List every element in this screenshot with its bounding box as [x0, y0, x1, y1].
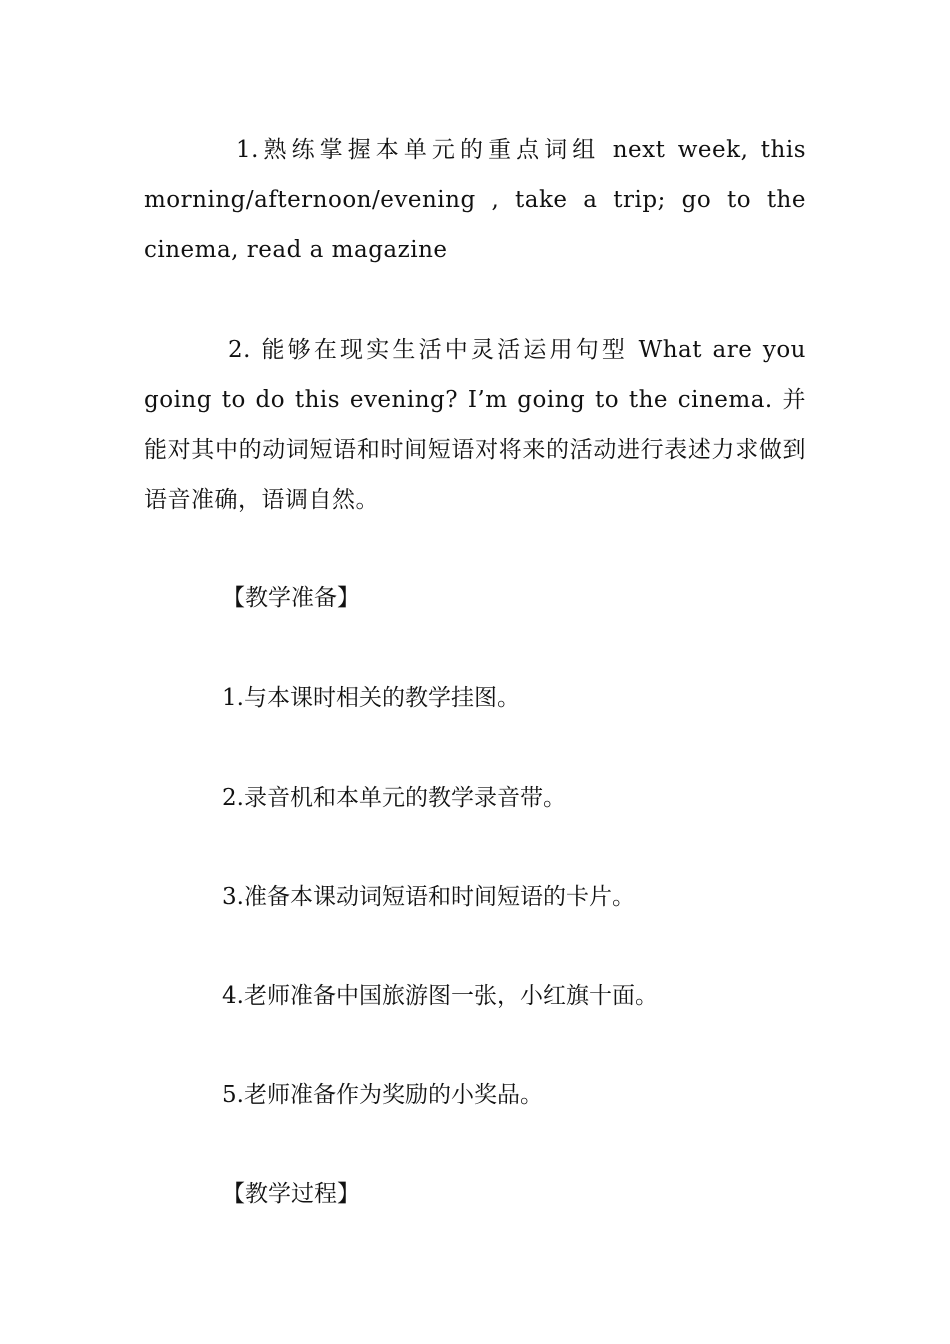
preparation-item-4: 4.老师准备中国旅游图一张，小红旗十面。	[222, 983, 658, 1009]
objective-item-2: 2. 能够在现实生活中灵活运用句型 What are you going to do this evening? I’m going to the cinema. 并能对其中的动词短语和时间短语对将来的活动进行表述力求做到语音准确，语调自然。	[144, 337, 806, 513]
section-heading-process: 【教学过程】	[222, 1181, 360, 1207]
section-heading-preparation: 【教学准备】	[222, 585, 360, 611]
preparation-item-5: 5.老师准备作为奖励的小奖品。	[222, 1082, 543, 1108]
preparation-item-1: 1.与本课时相关的教学挂图。	[222, 685, 520, 711]
preparation-item-3: 3.准备本课动词短语和时间短语的卡片。	[222, 884, 635, 910]
preparation-item-2: 2.录音机和本单元的教学录音带。	[222, 785, 566, 811]
objective-item-1: 1.熟练掌握本单元的重点词组 next week, this morning/afternoon/evening , take a trip; go to the cinema, read a magazine	[144, 137, 806, 263]
